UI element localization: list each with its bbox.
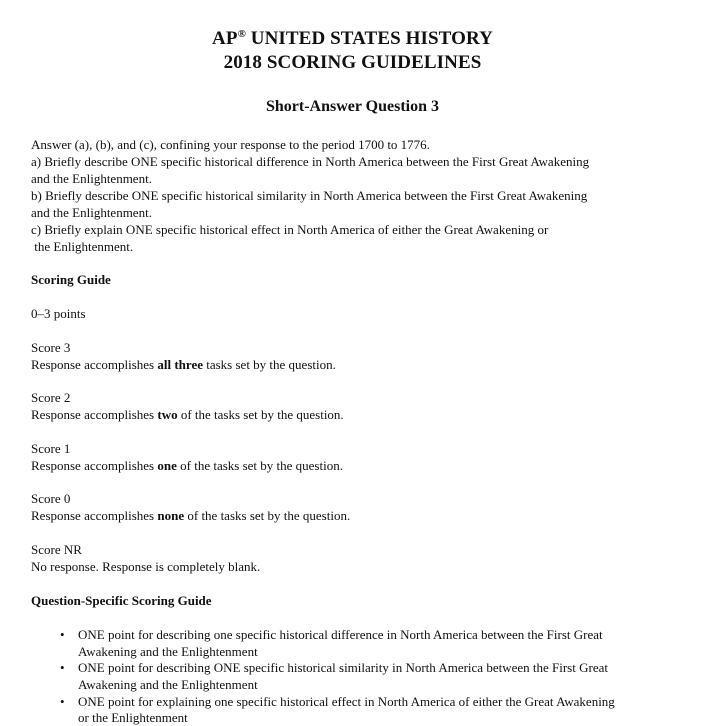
score-description: Response accomplishes one of the tasks set by the question. — [31, 458, 343, 473]
score-label: Score 1 — [31, 441, 71, 456]
bullet-icon: • — [60, 627, 65, 642]
score-description: No response. Response is completely blank. — [31, 559, 261, 574]
title-rest: UNITED STATES HISTORY — [245, 28, 493, 49]
bullet-item-line: or the Enlightenment — [78, 710, 188, 725]
bullet-item-line: Awakening and the Enlightenment — [78, 677, 258, 692]
score-label: Score NR — [31, 542, 82, 557]
prompt-line: a) Briefly describe ONE specific historical difference in North America between the First Great Awakening — [31, 154, 590, 169]
score-label: Score 3 — [31, 340, 71, 355]
bullet-icon: • — [60, 660, 65, 675]
registered-mark: ® — [237, 28, 246, 40]
title-prefix: AP — [212, 28, 238, 49]
document-title-line1 — [0, 28, 705, 50]
prompt-line: and the Enlightenment. — [31, 205, 152, 220]
bullet-icon: • — [60, 694, 65, 709]
specific-guide-heading: Question-Specific Scoring Guide — [31, 593, 212, 608]
prompt-line: the Enlightenment. — [31, 239, 134, 254]
bullet-item-line: ONE point for describing one specific historical difference in North America between the First Great — [78, 627, 603, 642]
points-range: 0–3 points — [31, 306, 86, 321]
score-label: Score 2 — [31, 390, 71, 405]
prompt-line: c) Briefly explain ONE specific historical effect in North America of either the Great Awakening or — [31, 222, 549, 237]
bullet-item-line: Awakening and the Enlightenment — [78, 644, 258, 659]
score-description: Response accomplishes none of the tasks set by the question. — [31, 508, 351, 523]
score-label: Score 0 — [31, 491, 71, 506]
bullet-item-line: ONE point for describing ONE specific historical similarity in North America between the First Great — [78, 660, 608, 675]
prompt-line: and the Enlightenment. — [31, 171, 152, 186]
question-subtitle: Short-Answer Question 3 — [265, 98, 440, 115]
score-description: Response accomplishes all three tasks set by the question. — [31, 357, 336, 372]
bullet-item-line: ONE point for explaining one specific historical effect in North America of either the Great Awakening — [78, 694, 615, 709]
document-title-line2: 2018 SCORING GUIDELINES — [223, 52, 482, 73]
prompt-line: Answer (a), (b), and (c), confining your response to the period 1700 to 1776. — [31, 137, 430, 152]
prompt-line: b) Briefly describe ONE specific historical similarity in North America between the First Great Awakening — [31, 188, 588, 203]
scoring-guide-heading: Scoring Guide — [31, 272, 111, 287]
score-description: Response accomplishes two of the tasks set by the question. — [31, 407, 344, 422]
